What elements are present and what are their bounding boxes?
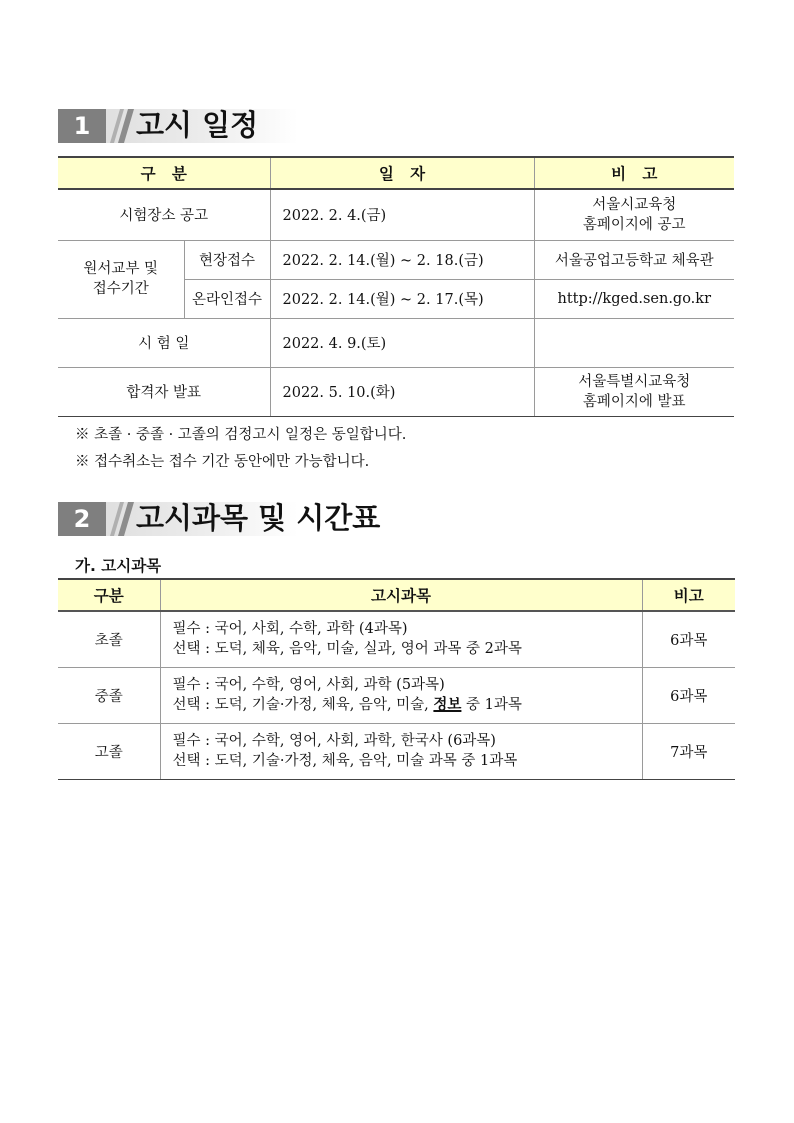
table-row [58,611,735,667]
table-row [58,318,734,367]
row-date: 2022. 2. 4.(금) [270,189,534,240]
schedule-note: ※ 접수취소는 접수 기간 동안에만 가능합니다. [75,454,370,470]
table-header-row [58,157,734,189]
section-number: 2 [58,502,106,536]
header-level: 구분 [58,579,160,611]
row-date: 2022. 2. 14.(월) ~ 2. 17.(목) [270,279,534,318]
header-note: 비고 [642,579,735,611]
header-subjects: 고시과목 [160,579,642,611]
header-date: 일 자 [270,157,534,189]
emphasized-subject: 정보 [433,697,462,713]
row-label: 시 험 일 [58,318,270,367]
table-row [58,367,734,416]
table-row [58,240,734,279]
table-row [58,723,735,779]
slash-decoration-icon [108,109,134,143]
header-note: 비 고 [534,157,734,189]
row-level: 고졸 [58,723,160,779]
row-note: 6과목 [642,667,735,723]
row-level: 중졸 [58,667,160,723]
row-note: 서울공업고등학교 체육관 [534,240,734,279]
section-1-heading [58,106,298,146]
subheading: 가. 고시과목 [75,557,162,575]
section-title: 고시 일정 [136,108,259,142]
row-date: 2022. 4. 9.(토) [270,318,534,367]
header-category: 구 분 [58,157,270,189]
row-label: 합격자 발표 [58,367,270,416]
row-subjects: 필수 : 국어, 수학, 영어, 사회, 과학 (5과목) 선택 : 도덕, 기술·가정, 체육, 음악, 미술, 정보 중 1과목 [160,667,642,723]
row-level: 초졸 [58,611,160,667]
row-subjects: 필수 : 국어, 수학, 영어, 사회, 과학, 한국사 (6과목) 선택 : 도덕, 기술·가정, 체육, 음악, 미술 과목 중 1과목 [160,723,642,779]
row-note: 서울특별시교육청 홈페이지에 발표 [534,367,734,416]
schedule-table [58,156,734,417]
slash-decoration-icon [108,502,134,536]
row-note: 서울시교육청 홈페이지에 공고 [534,189,734,240]
section-2-heading [58,499,381,539]
row-label: 시험장소 공고 [58,189,270,240]
table-row [58,667,735,723]
row-sublabel: 온라인접수 [184,279,270,318]
row-date: 2022. 5. 10.(화) [270,367,534,416]
row-note-link[interactable]: http://kged.sen.go.kr [534,279,734,318]
row-note: 6과목 [642,611,735,667]
table-header-row [58,579,735,611]
row-subjects: 필수 : 국어, 사회, 수학, 과학 (4과목) 선택 : 도덕, 체육, 음악, 미술, 실과, 영어 과목 중 2과목 [160,611,642,667]
table-row [58,189,734,240]
row-date: 2022. 2. 14.(월) ~ 2. 18.(금) [270,240,534,279]
subjects-table [58,578,735,780]
section-number: 1 [58,109,106,143]
row-sublabel: 현장접수 [184,240,270,279]
row-note [534,318,734,367]
schedule-note: ※ 초졸 · 중졸 · 고졸의 검정고시 일정은 동일합니다. [75,427,407,443]
section-title: 고시과목 및 시간표 [136,501,381,535]
row-note: 7과목 [642,723,735,779]
row-label: 원서교부 및 접수기간 [58,240,184,318]
